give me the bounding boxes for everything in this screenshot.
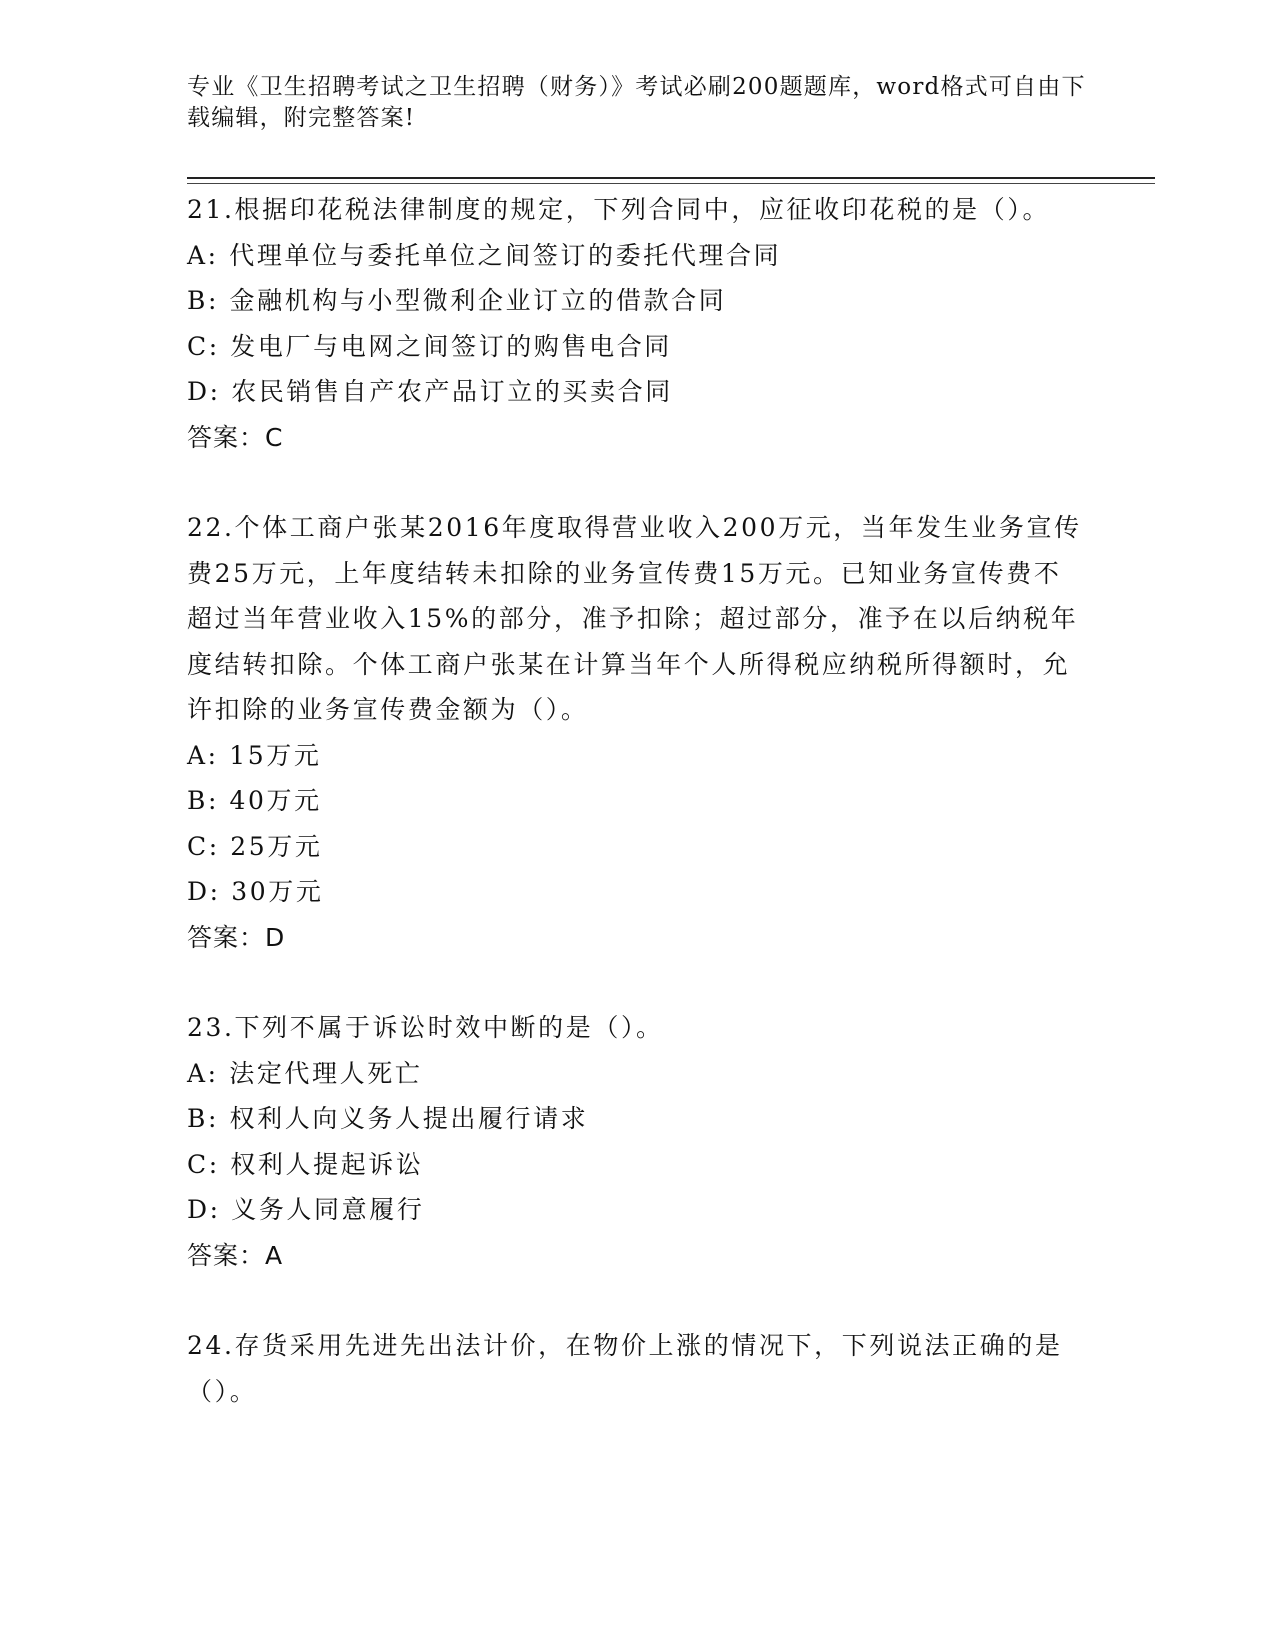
option-d: D: 义务人同意履行 (187, 1195, 425, 1224)
document-header: 专业《卫生招聘考试之卫生招聘（财务）》考试必刷200题题库，word格式可自由下载编辑，附完整答案! (187, 74, 1086, 131)
option-a: A: 15万元 (187, 740, 322, 770)
question-23 (187, 1005, 1087, 1278)
question-stem: 21.根据印花税法律制度的规定，下列合同中，应征收印花税的是（）。 (187, 195, 1051, 224)
question-22 (187, 505, 1087, 960)
question-21 (187, 187, 1087, 460)
answer-label: 答案：C (187, 422, 284, 452)
option-b: B: 金融机构与小型微利企业订立的借款合同 (187, 286, 727, 315)
question-list (187, 187, 1087, 1414)
option-a: A: 代理单位与委托单位之间签订的委托代理合同 (187, 240, 782, 270)
header-divider-thick (187, 177, 1155, 179)
option-c: C: 权利人提起诉讼 (187, 1149, 424, 1179)
option-d: D: 30万元 (187, 877, 324, 906)
question-spacer (187, 1278, 1087, 1323)
option-c: C: 25万元 (187, 831, 323, 861)
option-a: A: 法定代理人死亡 (187, 1058, 423, 1088)
question-spacer (187, 960, 1087, 1005)
option-b: B: 40万元 (187, 786, 322, 815)
question-spacer (187, 460, 1087, 505)
question-stem: 24.存货采用先进先出法计价，在物价上涨的情况下，下列说法正确的是（）。 (187, 1331, 1063, 1406)
option-b: B: 权利人向义务人提出履行请求 (187, 1104, 589, 1133)
header-divider-thin (187, 183, 1155, 184)
answer-label: 答案：A (187, 1240, 284, 1270)
question-stem: 23.下列不属于诉讼时效中断的是（）。 (187, 1013, 664, 1042)
answer-label: 答案：D (187, 922, 286, 952)
option-d: D: 农民销售自产农产品订立的买卖合同 (187, 377, 673, 406)
option-c: C: 发电厂与电网之间签订的购售电合同 (187, 331, 672, 361)
question-stem: 22.个体工商户张某2016年度取得营业收入200万元，当年发生业务宣传费25万元，上年度结转未扣除的业务宣传费15万元。已知业务宣传费不超过当年营业收入15%的部分，准予扣除；超过部分，准予在以后纳税年度结转扣除。个体工商户张某在计算当年个人所得税应纳税所得额时，允许扣除的业务宣传费金额为（）。 (187, 513, 1082, 724)
question-24 (187, 1323, 1087, 1414)
